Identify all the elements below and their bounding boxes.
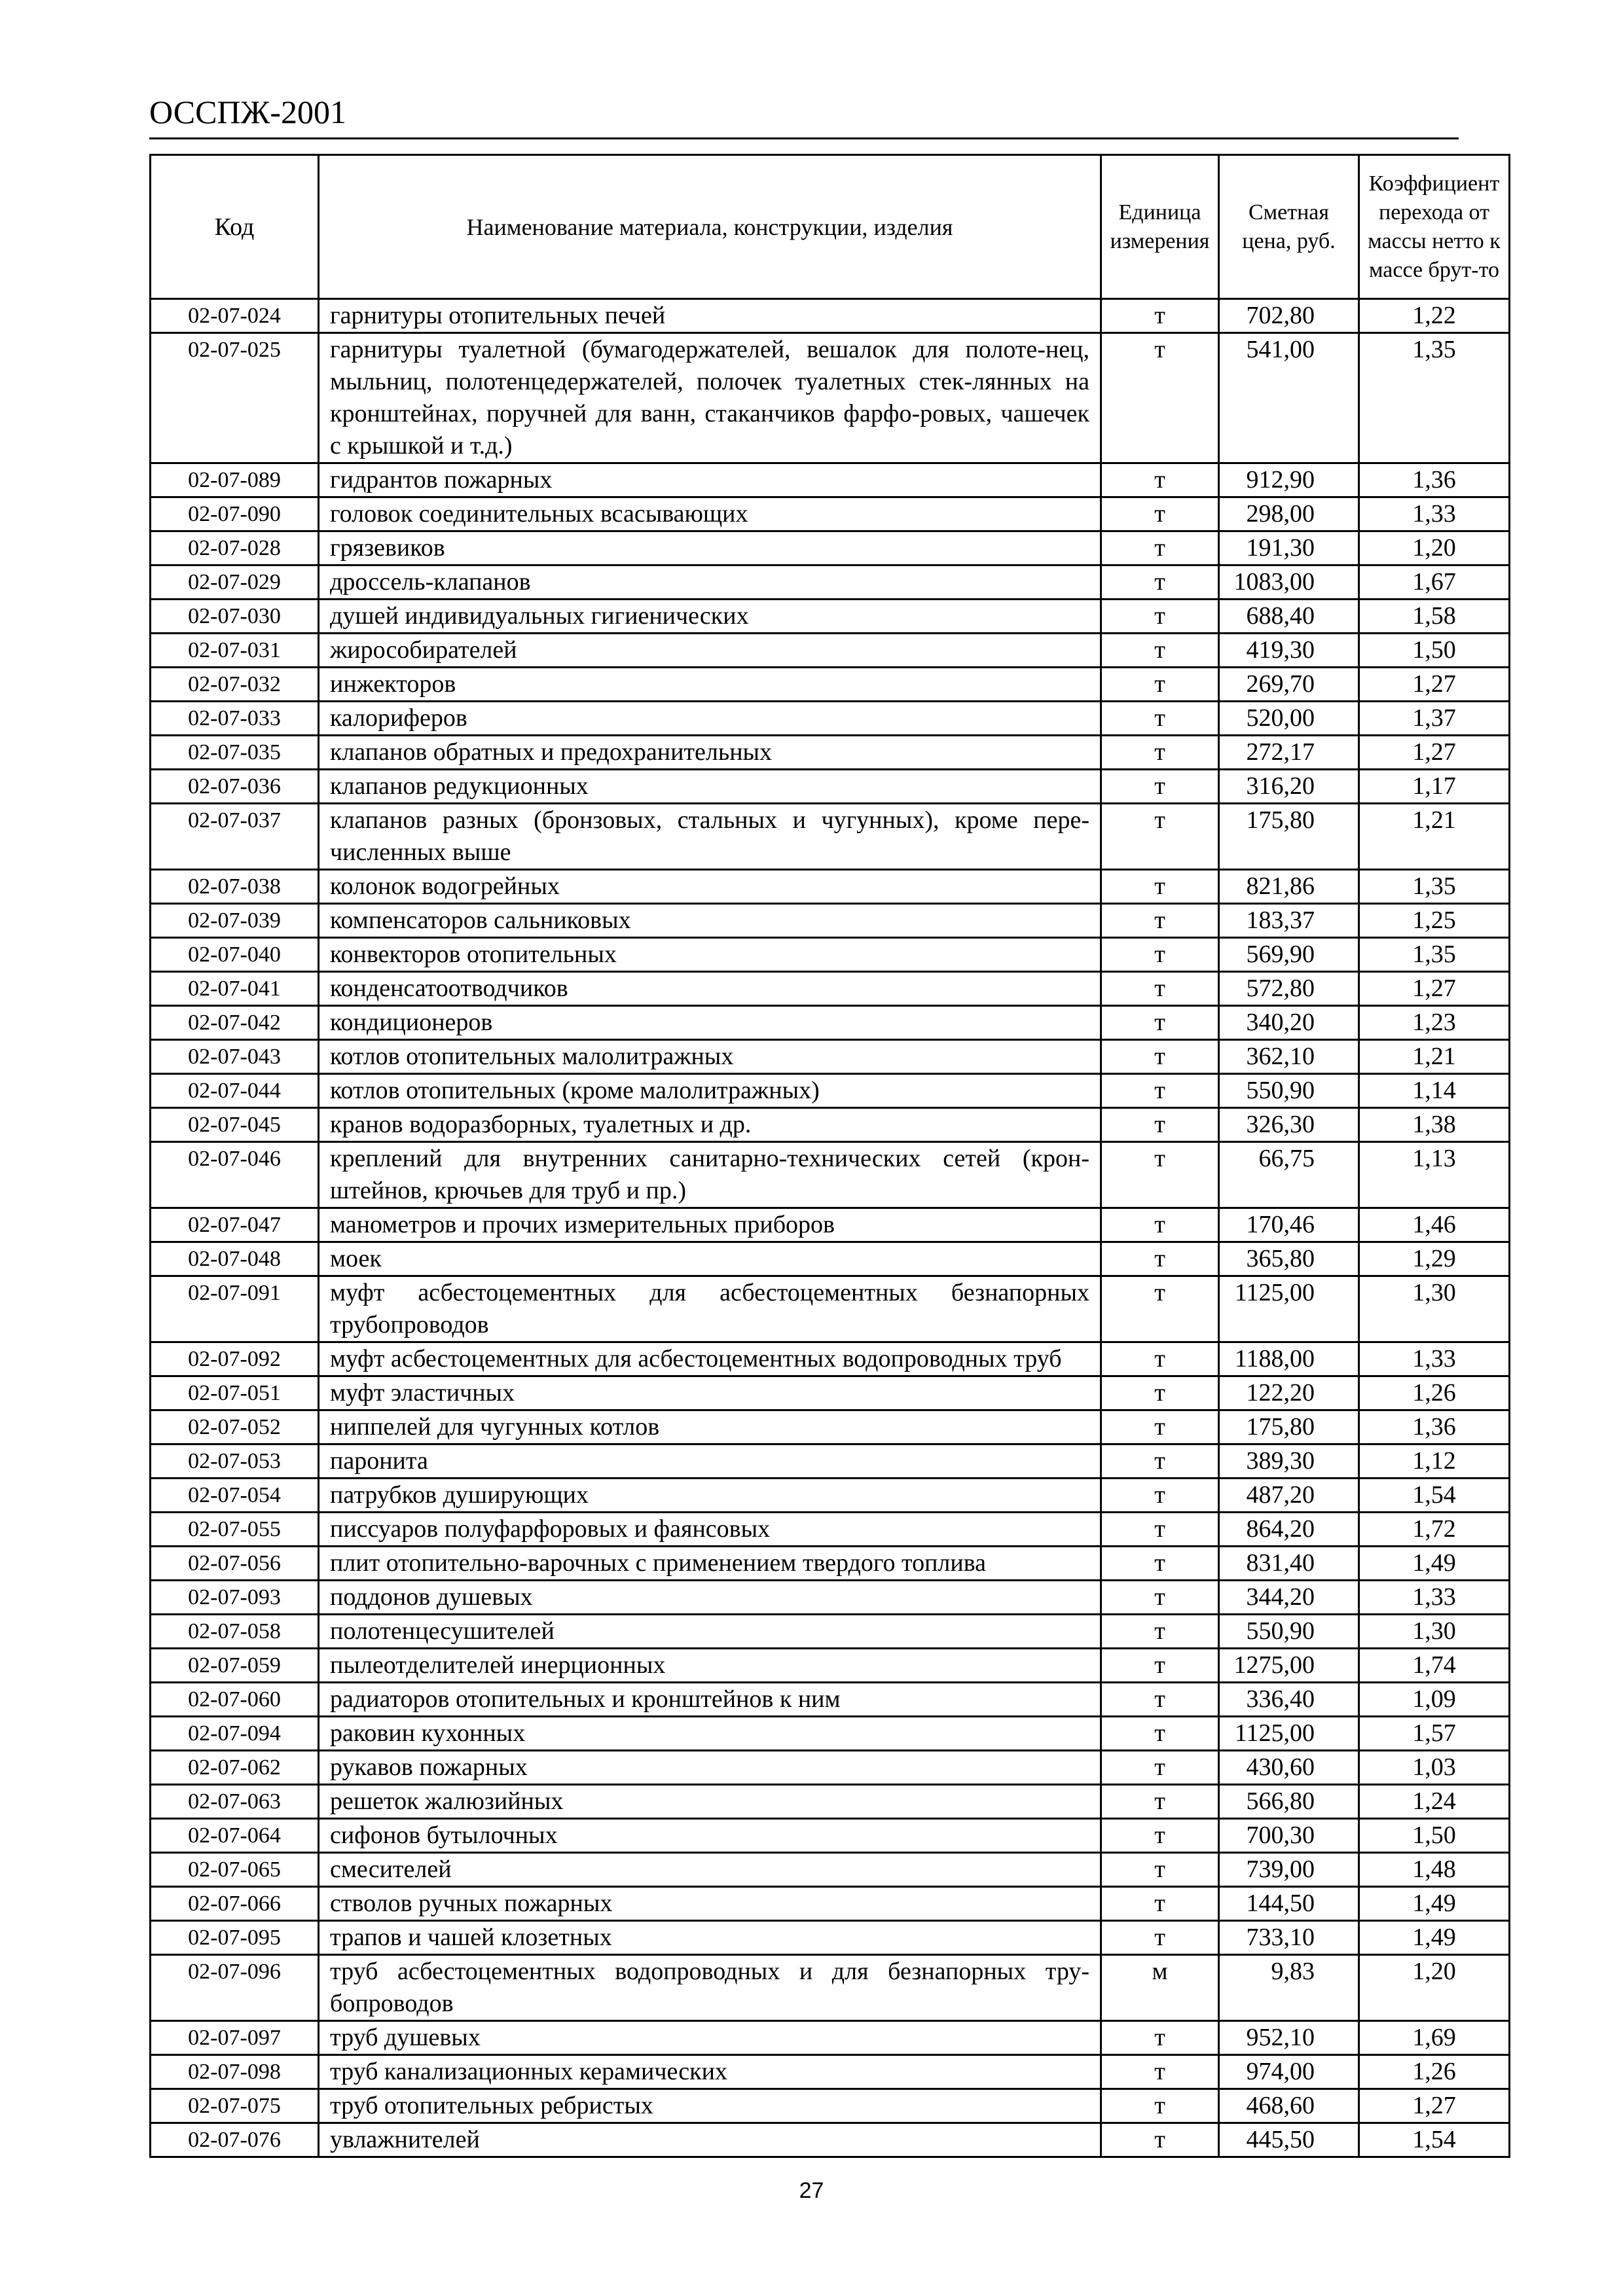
cell-price: 468,60 — [1219, 2089, 1359, 2123]
cell-name: ниппелей для чугунных котлов — [319, 1410, 1101, 1444]
table-row — [151, 565, 1510, 600]
cell-unit: т — [1101, 1649, 1219, 1683]
cell-price: 336,40 — [1219, 1683, 1359, 1717]
table-row — [151, 1751, 1510, 1785]
cell-name: головок соединительных всасывающих — [319, 497, 1101, 531]
cell-code: 02-07-060 — [151, 1683, 319, 1717]
cell-name: манометров и прочих измерительных приборов — [319, 1208, 1101, 1242]
cell-coefficient: 1,21 — [1359, 1040, 1510, 1074]
table-header-row — [151, 155, 1510, 299]
cell-coefficient: 1,17 — [1359, 770, 1510, 804]
cell-price: 821,86 — [1219, 870, 1359, 904]
table-row — [151, 668, 1510, 702]
cell-unit: т — [1101, 804, 1219, 870]
cell-unit: т — [1101, 1242, 1219, 1276]
cell-price: 66,75 — [1219, 1142, 1359, 1208]
table-row — [151, 736, 1510, 770]
cell-name: котлов отопительных (кроме малолитражных) — [319, 1074, 1101, 1108]
cell-code: 02-07-058 — [151, 1615, 319, 1649]
table-row — [151, 463, 1510, 497]
cell-code: 02-07-089 — [151, 463, 319, 497]
cell-code: 02-07-041 — [151, 972, 319, 1006]
cell-unit: т — [1101, 1276, 1219, 1342]
cell-coefficient: 1,20 — [1359, 531, 1510, 565]
cell-code: 02-07-039 — [151, 904, 319, 938]
cell-coefficient: 1,29 — [1359, 1242, 1510, 1276]
cell-code: 02-07-065 — [151, 1853, 319, 1887]
cell-code: 02-07-029 — [151, 565, 319, 600]
cell-coefficient: 1,20 — [1359, 1955, 1510, 2021]
cell-unit: т — [1101, 2055, 1219, 2089]
cell-coefficient: 1,58 — [1359, 600, 1510, 634]
cell-unit: т — [1101, 299, 1219, 333]
cell-price: 344,20 — [1219, 1581, 1359, 1615]
cell-price: 269,70 — [1219, 668, 1359, 702]
table-row — [151, 1615, 1510, 1649]
cell-code: 02-07-090 — [151, 497, 319, 531]
table-body — [151, 299, 1510, 2157]
cell-unit: т — [1101, 1342, 1219, 1376]
cell-unit: т — [1101, 1208, 1219, 1242]
cell-code: 02-07-043 — [151, 1040, 319, 1074]
cell-unit: т — [1101, 1006, 1219, 1040]
cell-unit: т — [1101, 2021, 1219, 2055]
cell-unit: т — [1101, 1410, 1219, 1444]
cell-code: 02-07-062 — [151, 1751, 319, 1785]
cell-unit: т — [1101, 938, 1219, 972]
cell-code: 02-07-092 — [151, 1342, 319, 1376]
cell-unit: т — [1101, 1108, 1219, 1142]
cell-coefficient: 1,14 — [1359, 1074, 1510, 1108]
cell-coefficient: 1,54 — [1359, 1479, 1510, 1513]
cell-price: 365,80 — [1219, 1242, 1359, 1276]
cell-name: раковин кухонных — [319, 1717, 1101, 1751]
table-row — [151, 1649, 1510, 1683]
cell-name: полотенцесушителей — [319, 1615, 1101, 1649]
cell-code: 02-07-055 — [151, 1513, 319, 1547]
cell-price: 1125,00 — [1219, 1717, 1359, 1751]
cell-coefficient: 1,33 — [1359, 1342, 1510, 1376]
cell-unit: т — [1101, 1547, 1219, 1581]
cell-price: 864,20 — [1219, 1513, 1359, 1547]
cell-unit: м — [1101, 1955, 1219, 2021]
cell-price: 569,90 — [1219, 938, 1359, 972]
cell-code: 02-07-028 — [151, 531, 319, 565]
cell-price: 430,60 — [1219, 1751, 1359, 1785]
cell-coefficient: 1,03 — [1359, 1751, 1510, 1785]
cell-name: муфт асбестоцементных для асбестоцементных безнапорных трубопроводов — [319, 1276, 1101, 1342]
cell-code: 02-07-054 — [151, 1479, 319, 1513]
cell-name: кондиционеров — [319, 1006, 1101, 1040]
cell-unit: т — [1101, 870, 1219, 904]
cell-name: клапанов редукционных — [319, 770, 1101, 804]
cell-unit: т — [1101, 497, 1219, 531]
cell-price: 702,80 — [1219, 299, 1359, 333]
cell-unit: т — [1101, 1819, 1219, 1853]
table-row — [151, 497, 1510, 531]
cell-name: гарнитуры отопительных печей — [319, 299, 1101, 333]
cell-name: сифонов бутылочных — [319, 1819, 1101, 1853]
cell-code: 02-07-040 — [151, 938, 319, 972]
cell-code: 02-07-048 — [151, 1242, 319, 1276]
cell-unit: т — [1101, 333, 1219, 463]
cell-unit: т — [1101, 1513, 1219, 1547]
cell-code: 02-07-093 — [151, 1581, 319, 1615]
cell-price: 272,17 — [1219, 736, 1359, 770]
cell-coefficient: 1,30 — [1359, 1276, 1510, 1342]
cell-coefficient: 1,35 — [1359, 870, 1510, 904]
cell-name: решеток жалюзийных — [319, 1785, 1101, 1819]
table-row — [151, 2055, 1510, 2089]
cell-name: паронита — [319, 1444, 1101, 1479]
cell-price: 520,00 — [1219, 702, 1359, 736]
cell-coefficient: 1,48 — [1359, 1853, 1510, 1887]
table-row — [151, 1074, 1510, 1108]
cell-name: конденсатоотводчиков — [319, 972, 1101, 1006]
cell-name: плит отопительно-варочных с применением твердого топлива — [319, 1547, 1101, 1581]
cell-coefficient: 1,13 — [1359, 1142, 1510, 1208]
cell-coefficient: 1,69 — [1359, 2021, 1510, 2055]
cell-coefficient: 1,33 — [1359, 1581, 1510, 1615]
cell-name: трапов и чашей клозетных — [319, 1921, 1101, 1955]
cell-name: грязевиков — [319, 531, 1101, 565]
cell-unit: т — [1101, 531, 1219, 565]
cell-name: компенсаторов сальниковых — [319, 904, 1101, 938]
column-header-name: Наименование материала, конструкции, изделия — [319, 155, 1101, 299]
cell-name: муфт эластичных — [319, 1376, 1101, 1410]
cell-code: 02-07-044 — [151, 1074, 319, 1108]
cell-name: пылеотделителей инерционных — [319, 1649, 1101, 1683]
cell-price: 550,90 — [1219, 1074, 1359, 1108]
table-row — [151, 1955, 1510, 2021]
cell-name: стволов ручных пожарных — [319, 1887, 1101, 1921]
cell-coefficient: 1,46 — [1359, 1208, 1510, 1242]
cell-price: 572,80 — [1219, 972, 1359, 1006]
table-row — [151, 1785, 1510, 1819]
page-header — [149, 89, 1459, 139]
cell-price: 487,20 — [1219, 1479, 1359, 1513]
column-header-code: Код — [151, 155, 319, 299]
cell-price: 688,40 — [1219, 600, 1359, 634]
cell-coefficient: 1,33 — [1359, 497, 1510, 531]
cell-code: 02-07-075 — [151, 2089, 319, 2123]
cell-name: колонок водогрейных — [319, 870, 1101, 904]
column-header-coefficient: Коэффициент перехода от массы нетто к массе брут-то — [1359, 155, 1510, 299]
cell-coefficient: 1,27 — [1359, 736, 1510, 770]
cell-name: труб душевых — [319, 2021, 1101, 2055]
cell-name: труб асбестоцементных водопроводных и для безнапорных тру-бопроводов — [319, 1955, 1101, 2021]
cell-coefficient: 1,49 — [1359, 1887, 1510, 1921]
table-row — [151, 1683, 1510, 1717]
cell-coefficient: 1,27 — [1359, 668, 1510, 702]
cell-name: конвекторов отопительных — [319, 938, 1101, 972]
cell-name: клапанов разных (бронзовых, стальных и чугунных), кроме пере-численных выше — [319, 804, 1101, 870]
cell-coefficient: 1,24 — [1359, 1785, 1510, 1819]
cell-name: писсуаров полуфарфоровых и фаянсовых — [319, 1513, 1101, 1547]
table-row — [151, 770, 1510, 804]
cell-price: 326,30 — [1219, 1108, 1359, 1142]
cell-code: 02-07-037 — [151, 804, 319, 870]
cell-unit: т — [1101, 565, 1219, 600]
cell-code: 02-07-066 — [151, 1887, 319, 1921]
table-row — [151, 531, 1510, 565]
cell-unit: т — [1101, 600, 1219, 634]
cell-unit: т — [1101, 2123, 1219, 2157]
table-row — [151, 634, 1510, 668]
cell-code: 02-07-035 — [151, 736, 319, 770]
cell-name: котлов отопительных малолитражных — [319, 1040, 1101, 1074]
cell-code: 02-07-047 — [151, 1208, 319, 1242]
table-row — [151, 904, 1510, 938]
cell-price: 1188,00 — [1219, 1342, 1359, 1376]
cell-coefficient: 1,35 — [1359, 938, 1510, 972]
cell-coefficient: 1,26 — [1359, 2055, 1510, 2089]
table-row — [151, 938, 1510, 972]
cell-name: гидрантов пожарных — [319, 463, 1101, 497]
cell-coefficient: 1,50 — [1359, 634, 1510, 668]
cell-coefficient: 1,50 — [1359, 1819, 1510, 1853]
cell-unit: т — [1101, 1444, 1219, 1479]
table-row — [151, 333, 1510, 463]
cell-code: 02-07-064 — [151, 1819, 319, 1853]
cell-code: 02-07-098 — [151, 2055, 319, 2089]
cell-code: 02-07-091 — [151, 1276, 319, 1342]
table-row — [151, 2089, 1510, 2123]
page-number: 27 — [799, 2178, 824, 2203]
table-row — [151, 1853, 1510, 1887]
cell-coefficient: 1,54 — [1359, 2123, 1510, 2157]
cell-price: 733,10 — [1219, 1921, 1359, 1955]
table-row — [151, 1513, 1510, 1547]
cell-coefficient: 1,22 — [1359, 299, 1510, 333]
cell-price: 122,20 — [1219, 1376, 1359, 1410]
cell-price: 831,40 — [1219, 1547, 1359, 1581]
table-row — [151, 1819, 1510, 1853]
cell-unit: т — [1101, 1376, 1219, 1410]
cell-price: 739,00 — [1219, 1853, 1359, 1887]
cell-name: калориферов — [319, 702, 1101, 736]
cell-price: 700,30 — [1219, 1819, 1359, 1853]
cell-name: креплений для внутренних санитарно-технических сетей (крон-штейнов, крючьев для труб и пр.) — [319, 1142, 1101, 1208]
cell-code: 02-07-033 — [151, 702, 319, 736]
cell-coefficient: 1,35 — [1359, 333, 1510, 463]
cell-coefficient: 1,12 — [1359, 1444, 1510, 1479]
cell-unit: т — [1101, 702, 1219, 736]
table-row — [151, 1717, 1510, 1751]
table-row — [151, 1040, 1510, 1074]
table-row — [151, 1581, 1510, 1615]
cell-unit: т — [1101, 1581, 1219, 1615]
column-header-unit: Единица измерения — [1101, 155, 1219, 299]
table-row — [151, 1921, 1510, 1955]
cell-coefficient: 1,36 — [1359, 463, 1510, 497]
cell-code: 02-07-052 — [151, 1410, 319, 1444]
cell-unit: т — [1101, 1074, 1219, 1108]
cell-coefficient: 1,57 — [1359, 1717, 1510, 1751]
cell-coefficient: 1,09 — [1359, 1683, 1510, 1717]
cell-price: 183,37 — [1219, 904, 1359, 938]
cell-code: 02-07-056 — [151, 1547, 319, 1581]
cell-unit: т — [1101, 463, 1219, 497]
cell-price: 170,46 — [1219, 1208, 1359, 1242]
cell-code: 02-07-051 — [151, 1376, 319, 1410]
cell-unit: т — [1101, 1785, 1219, 1819]
cell-coefficient: 1,30 — [1359, 1615, 1510, 1649]
table-row — [151, 1547, 1510, 1581]
cell-unit: т — [1101, 1142, 1219, 1208]
cell-code: 02-07-038 — [151, 870, 319, 904]
cell-unit: т — [1101, 1717, 1219, 1751]
cell-unit: т — [1101, 2089, 1219, 2123]
cell-price: 566,80 — [1219, 1785, 1359, 1819]
cell-code: 02-07-046 — [151, 1142, 319, 1208]
cell-coefficient: 1,74 — [1359, 1649, 1510, 1683]
table-row — [151, 2021, 1510, 2055]
cell-name: рукавов пожарных — [319, 1751, 1101, 1785]
cell-price: 974,00 — [1219, 2055, 1359, 2089]
cell-unit: т — [1101, 904, 1219, 938]
cell-name: поддонов душевых — [319, 1581, 1101, 1615]
cell-name: инжекторов — [319, 668, 1101, 702]
cell-name: труб отопительных ребристых — [319, 2089, 1101, 2123]
cell-price: 175,80 — [1219, 804, 1359, 870]
cell-price: 298,00 — [1219, 497, 1359, 531]
cell-name: дроссель-клапанов — [319, 565, 1101, 600]
table-row — [151, 1376, 1510, 1410]
cell-code: 02-07-036 — [151, 770, 319, 804]
cell-name: смесителей — [319, 1853, 1101, 1887]
cell-coefficient: 1,49 — [1359, 1547, 1510, 1581]
cell-unit: т — [1101, 1751, 1219, 1785]
table-row — [151, 1006, 1510, 1040]
cell-name: душей индивидуальных гигиенических — [319, 600, 1101, 634]
table-row — [151, 299, 1510, 333]
cell-code: 02-07-094 — [151, 1717, 319, 1751]
cell-coefficient: 1,26 — [1359, 1376, 1510, 1410]
cell-price: 541,00 — [1219, 333, 1359, 463]
table-row — [151, 1444, 1510, 1479]
cell-price: 389,30 — [1219, 1444, 1359, 1479]
cell-code: 02-07-024 — [151, 299, 319, 333]
table-row — [151, 1242, 1510, 1276]
table-row — [151, 600, 1510, 634]
cell-unit: т — [1101, 1615, 1219, 1649]
cell-unit: т — [1101, 668, 1219, 702]
cell-code: 02-07-096 — [151, 1955, 319, 2021]
cell-name: жирособирателей — [319, 634, 1101, 668]
table-row — [151, 1142, 1510, 1208]
cell-code: 02-07-095 — [151, 1921, 319, 1955]
table-row — [151, 870, 1510, 904]
cell-coefficient: 1,27 — [1359, 972, 1510, 1006]
cell-code: 02-07-031 — [151, 634, 319, 668]
table-row — [151, 1208, 1510, 1242]
cell-coefficient: 1,23 — [1359, 1006, 1510, 1040]
cell-unit: т — [1101, 1040, 1219, 1074]
cell-name: труб канализационных керамических — [319, 2055, 1101, 2089]
cell-code: 02-07-063 — [151, 1785, 319, 1819]
column-header-price: Сметная цена, руб. — [1219, 155, 1359, 299]
table-row — [151, 1342, 1510, 1376]
cell-price: 445,50 — [1219, 2123, 1359, 2157]
cell-name: моек — [319, 1242, 1101, 1276]
document-title: ОССПЖ-2001 — [149, 94, 346, 130]
cell-price: 1275,00 — [1219, 1649, 1359, 1683]
cell-price: 1125,00 — [1219, 1276, 1359, 1342]
cell-price: 550,90 — [1219, 1615, 1359, 1649]
table-row — [151, 972, 1510, 1006]
cell-unit: т — [1101, 1921, 1219, 1955]
cell-unit: т — [1101, 972, 1219, 1006]
table-row — [151, 2123, 1510, 2157]
cell-coefficient: 1,21 — [1359, 804, 1510, 870]
cell-code: 02-07-076 — [151, 2123, 319, 2157]
cell-price: 175,80 — [1219, 1410, 1359, 1444]
cell-code: 02-07-030 — [151, 600, 319, 634]
cell-coefficient: 1,38 — [1359, 1108, 1510, 1142]
cell-price: 9,83 — [1219, 1955, 1359, 2021]
cell-unit: т — [1101, 1683, 1219, 1717]
cell-name: патрубков душирующих — [319, 1479, 1101, 1513]
cell-code: 02-07-053 — [151, 1444, 319, 1479]
cell-price: 952,10 — [1219, 2021, 1359, 2055]
cell-unit: т — [1101, 770, 1219, 804]
cell-name: гарнитуры туалетной (бумагодержателей, вешалок для полоте-нец, мыльниц, полотенцедержателей, полочек туалетных стек-лянных на кронштейнах, поручней для ванн, стаканчиков фарфо-ровых, чашечек с крышкой и т.д.) — [319, 333, 1101, 463]
table-row — [151, 1410, 1510, 1444]
cell-price: 191,30 — [1219, 531, 1359, 565]
table-row — [151, 804, 1510, 870]
table-row — [151, 1108, 1510, 1142]
cell-unit: т — [1101, 1853, 1219, 1887]
cell-code: 02-07-032 — [151, 668, 319, 702]
cell-name: кранов водоразборных, туалетных и др. — [319, 1108, 1101, 1142]
cell-unit: т — [1101, 1479, 1219, 1513]
cell-name: радиаторов отопительных и кронштейнов к ним — [319, 1683, 1101, 1717]
cell-price: 362,10 — [1219, 1040, 1359, 1074]
table-row — [151, 1276, 1510, 1342]
cell-unit: т — [1101, 736, 1219, 770]
cell-code: 02-07-097 — [151, 2021, 319, 2055]
cell-price: 316,20 — [1219, 770, 1359, 804]
cell-unit: т — [1101, 1887, 1219, 1921]
cell-price: 144,50 — [1219, 1887, 1359, 1921]
cell-coefficient: 1,36 — [1359, 1410, 1510, 1444]
cell-code: 02-07-059 — [151, 1649, 319, 1683]
cell-coefficient: 1,37 — [1359, 702, 1510, 736]
cell-price: 912,90 — [1219, 463, 1359, 497]
cell-code: 02-07-025 — [151, 333, 319, 463]
cell-coefficient: 1,67 — [1359, 565, 1510, 600]
cell-name: увлажнителей — [319, 2123, 1101, 2157]
cell-unit: т — [1101, 634, 1219, 668]
cell-name: клапанов обратных и предохранительных — [319, 736, 1101, 770]
cell-price: 1083,00 — [1219, 565, 1359, 600]
table-row — [151, 1887, 1510, 1921]
cell-price: 340,20 — [1219, 1006, 1359, 1040]
materials-table — [149, 154, 1510, 2158]
table-row — [151, 1479, 1510, 1513]
cell-price: 419,30 — [1219, 634, 1359, 668]
cell-coefficient: 1,25 — [1359, 904, 1510, 938]
table-row — [151, 702, 1510, 736]
cell-code: 02-07-045 — [151, 1108, 319, 1142]
cell-coefficient: 1,49 — [1359, 1921, 1510, 1955]
cell-coefficient: 1,27 — [1359, 2089, 1510, 2123]
cell-name: муфт асбестоцементных для асбестоцементных водопроводных труб — [319, 1342, 1101, 1376]
cell-code: 02-07-042 — [151, 1006, 319, 1040]
cell-coefficient: 1,72 — [1359, 1513, 1510, 1547]
